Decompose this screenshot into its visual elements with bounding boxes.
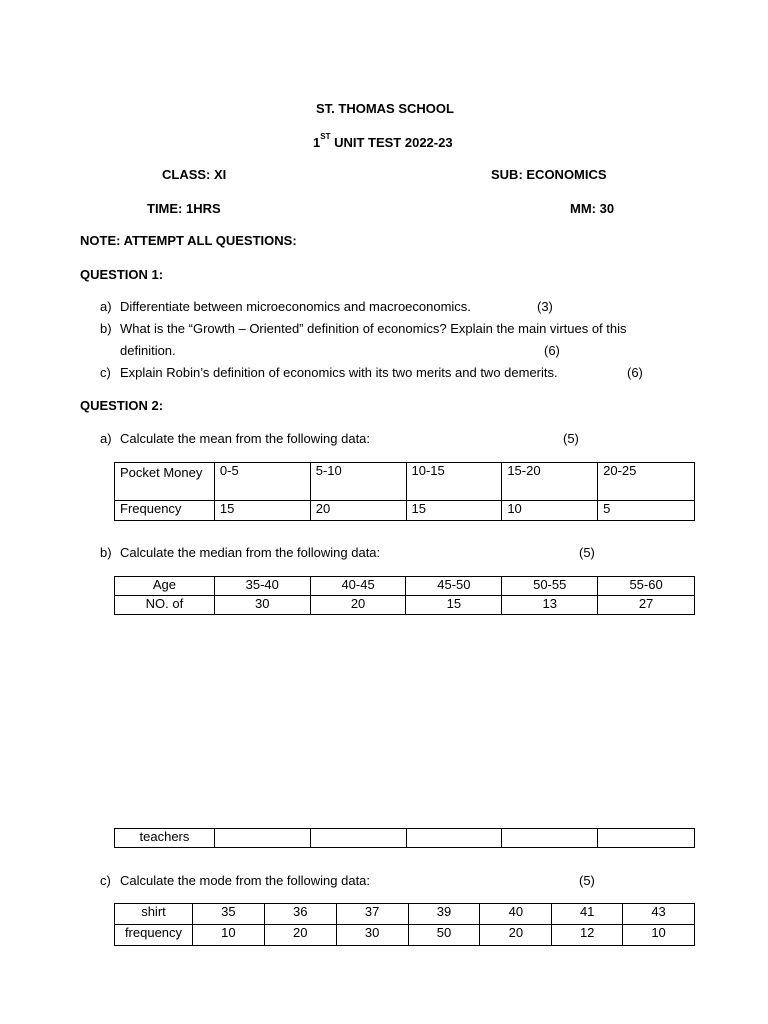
table-cell: 35: [192, 904, 264, 925]
question-2-title: QUESTION 2:: [80, 398, 164, 413]
q1-item-b-text: What is the “Growth – Oriented” definition of economics? Explain the main virtues of this: [120, 321, 627, 336]
table-cell: 40: [480, 904, 552, 925]
table-cell: [598, 829, 695, 848]
q2-item-a-marks: (5): [563, 431, 579, 446]
table-cell: 45-50: [406, 577, 502, 596]
q1-item-a-label: a): [100, 299, 112, 314]
table-cell: [406, 829, 502, 848]
table-cell: 13: [502, 596, 598, 615]
table-cell: 15-20: [502, 463, 598, 501]
table-cell: Age: [115, 577, 215, 596]
mode-table: [114, 903, 695, 946]
table-cell: 15: [214, 501, 310, 521]
table-row: [115, 829, 695, 848]
note: NOTE: ATTEMPT ALL QUESTIONS:: [80, 233, 297, 248]
table-cell: 50: [408, 925, 480, 946]
table-cell: shirt: [115, 904, 193, 925]
median-table-bottom: [114, 828, 695, 848]
q2-item-c-marks: (5): [579, 873, 595, 888]
table-cell: 15: [406, 596, 502, 615]
table-row: [115, 904, 695, 925]
table-cell: 20: [480, 925, 552, 946]
q1-item-c-marks: (6): [627, 365, 643, 380]
q2-item-c-text: Calculate the mode from the following data:: [120, 873, 371, 888]
q1-item-c: [100, 365, 558, 380]
table-cell: [310, 829, 406, 848]
test-title-prefix: 1: [313, 135, 321, 150]
school-name: ST. THOMAS SCHOOL: [316, 101, 454, 116]
table-cell: 27: [598, 596, 695, 615]
q1-item-c-text: Explain Robin’s definition of economics with its two merits and two demerits.: [120, 365, 558, 380]
question-1-title: QUESTION 1:: [80, 267, 164, 282]
mean-table: [114, 462, 695, 521]
table-cell: 30: [336, 925, 408, 946]
table-cell: 50-55: [502, 577, 598, 596]
table-cell: teachers: [115, 829, 215, 848]
table-row: [115, 501, 695, 521]
class-label: CLASS: XI: [162, 167, 227, 182]
table-cell: 37: [336, 904, 408, 925]
table-cell: 30: [214, 596, 310, 615]
table-cell: 5: [598, 501, 695, 521]
max-marks-label: MM: 30: [570, 201, 615, 216]
table-cell: 20: [264, 925, 336, 946]
q2-item-a-text: Calculate the mean from the following data:: [120, 431, 371, 446]
table-cell: 20: [310, 596, 406, 615]
test-title-suffix: UNIT TEST 2022-23: [330, 135, 453, 150]
table-cell: 0-5: [214, 463, 310, 501]
table-cell: 55-60: [598, 577, 695, 596]
table-cell: 12: [552, 925, 623, 946]
table-cell: 5-10: [310, 463, 406, 501]
q1-item-b-marks: (6): [544, 343, 560, 358]
table-cell: Frequency: [115, 501, 215, 521]
table-cell: 10: [502, 501, 598, 521]
q1-item-b: [100, 321, 627, 336]
q2-item-c: [100, 873, 370, 888]
q2-item-b-marks: (5): [579, 545, 595, 560]
table-cell: frequency: [115, 925, 193, 946]
table-cell: 20: [310, 501, 406, 521]
test-title-sup: ST: [320, 132, 331, 141]
q2-item-b-text: Calculate the median from the following data:: [120, 545, 381, 560]
q1-item-a-text: Differentiate between microeconomics and macroeconomics.: [120, 299, 471, 314]
q1-item-b-continuation: definition.: [120, 343, 176, 358]
table-cell: NO. of: [115, 596, 215, 615]
table-cell: 39: [408, 904, 480, 925]
table-row: [115, 925, 695, 946]
table-cell: 10: [623, 925, 695, 946]
q1-item-c-label: c): [100, 365, 111, 380]
table-cell: 41: [552, 904, 623, 925]
table-cell: 35-40: [214, 577, 310, 596]
test-title: [313, 132, 453, 150]
median-table-top: [114, 576, 695, 615]
q2-item-b-label: b): [100, 545, 112, 560]
table-cell: 20-25: [598, 463, 695, 501]
table-cell: 15: [406, 501, 502, 521]
table-cell: 10: [192, 925, 264, 946]
table-cell: 40-45: [310, 577, 406, 596]
time-label: TIME: 1HRS: [147, 201, 221, 216]
table-cell: [214, 829, 310, 848]
table-row: [115, 596, 695, 615]
q2-item-b: [100, 545, 380, 560]
table-cell: Pocket Money: [115, 463, 215, 501]
table-row: [115, 463, 695, 501]
table-cell: 36: [264, 904, 336, 925]
table-cell: 10-15: [406, 463, 502, 501]
q2-item-c-label: c): [100, 873, 111, 888]
q1-item-b-label: b): [100, 321, 112, 336]
q2-item-a: [100, 431, 370, 446]
q1-item-a-marks: (3): [537, 299, 553, 314]
table-cell: [502, 829, 598, 848]
q2-item-a-label: a): [100, 431, 112, 446]
q1-item-a: [100, 299, 471, 314]
subject-label: SUB: ECONOMICS: [491, 167, 607, 182]
table-cell: 43: [623, 904, 695, 925]
table-row: [115, 577, 695, 596]
